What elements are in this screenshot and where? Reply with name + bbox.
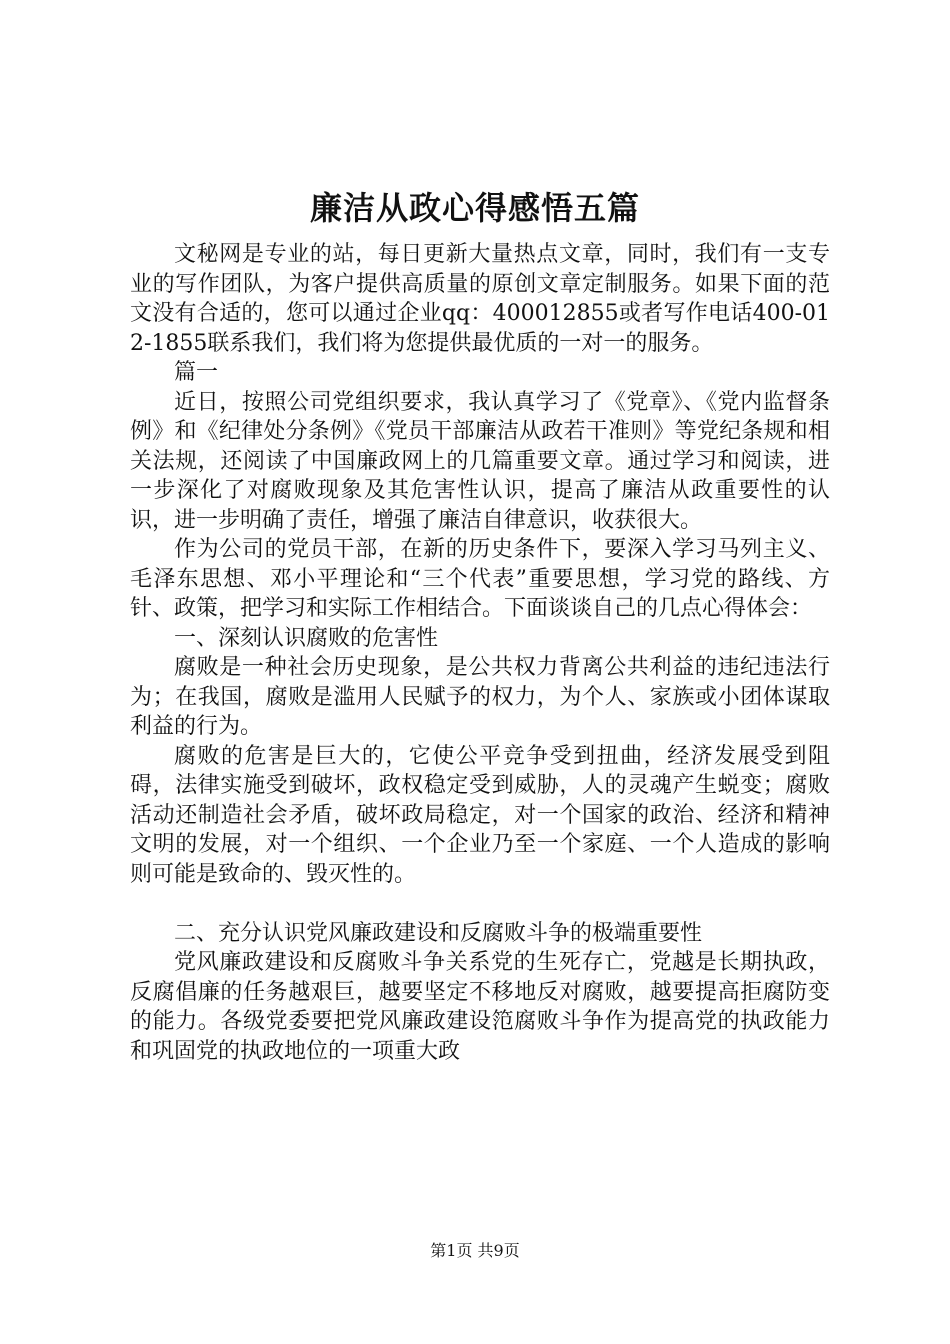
section-label-part-one: 篇一 [174,360,219,385]
body-paragraph: 近日，按照公司党组织要求，我认真学习了《党章》、《党内监督条例》和《纪律处分条例》《党员干部廉洁从政若干准则》等党纪条规和相关法规，还阅读了中国廉政网上的几篇重要文章。通过学习和阅读，进一步深化了对腐败现象及其危害性认识，提高了廉洁从政重要性的认识，进一步明确了责任，增强了廉洁自律意识，收获很大。 [130,389,830,533]
document-body [130,240,830,1066]
page-number-footer: 第1页 共9页 [430,1241,520,1260]
section-heading: 一、深刻认识腐败的危害性 [174,625,439,651]
section-heading: 二、充分认识党风廉政建设和反腐败斗争的极端重要性 [174,920,703,946]
intro-paragraph: 文秘网是专业的站，每日更新大量热点文章，同时，我们有一支专业的写作团队，为客户提供高质量的原创文章定制服务。如果下面的范文没有合适的，您可以通过企业qq：400012855或者写作电话400-012-1855联系我们，我们将为您提供最优质的一对一的服务。 [130,242,830,356]
body-paragraph: 党风廉政建设和反腐败斗争关系党的生死存亡，党越是长期执政，反腐倡廉的任务越艰巨，越要坚定不移地反对腐败，越要提高拒腐防变的能力。各级党委要把党风廉政建设笵腐败斗争作为提高党的执政能力和巩固党的执政地位的一项重大政 [130,950,830,1064]
body-paragraph: 腐败的危害是巨大的，它使公平竞争受到扭曲，经济发展受到阻碍，法律实施受到破坏，政权稳定受到威胁，人的灵魂产生蜕变；腐败活动还制造社会矛盾，破坏政局稳定，对一个国家的政治、经济和精神文明的发展，对一个组织、一个企业乃至一个家庭、一个人造成的影响则可能是致命的、毁灭性的。 [130,743,830,887]
body-paragraph: 作为公司的党员干部，在新的历史条件下，要深入学习马列主义、毛泽东思想、邓小平理论和“三个代表”重要思想，学习党的路线、方针、政策，把学习和实际工作相结合。下面谈谈自己的几点心得体会： [130,537,830,621]
document-title: 廉洁从政心得感悟五篇 [309,189,640,227]
body-paragraph: 腐败是一种社会历史现象，是公共权力背离公共利益的违纪违法行为；在我国，腐败是滥用人民赋予的权力，为个人、家族或小团体谋取利益的行为。 [130,655,830,739]
